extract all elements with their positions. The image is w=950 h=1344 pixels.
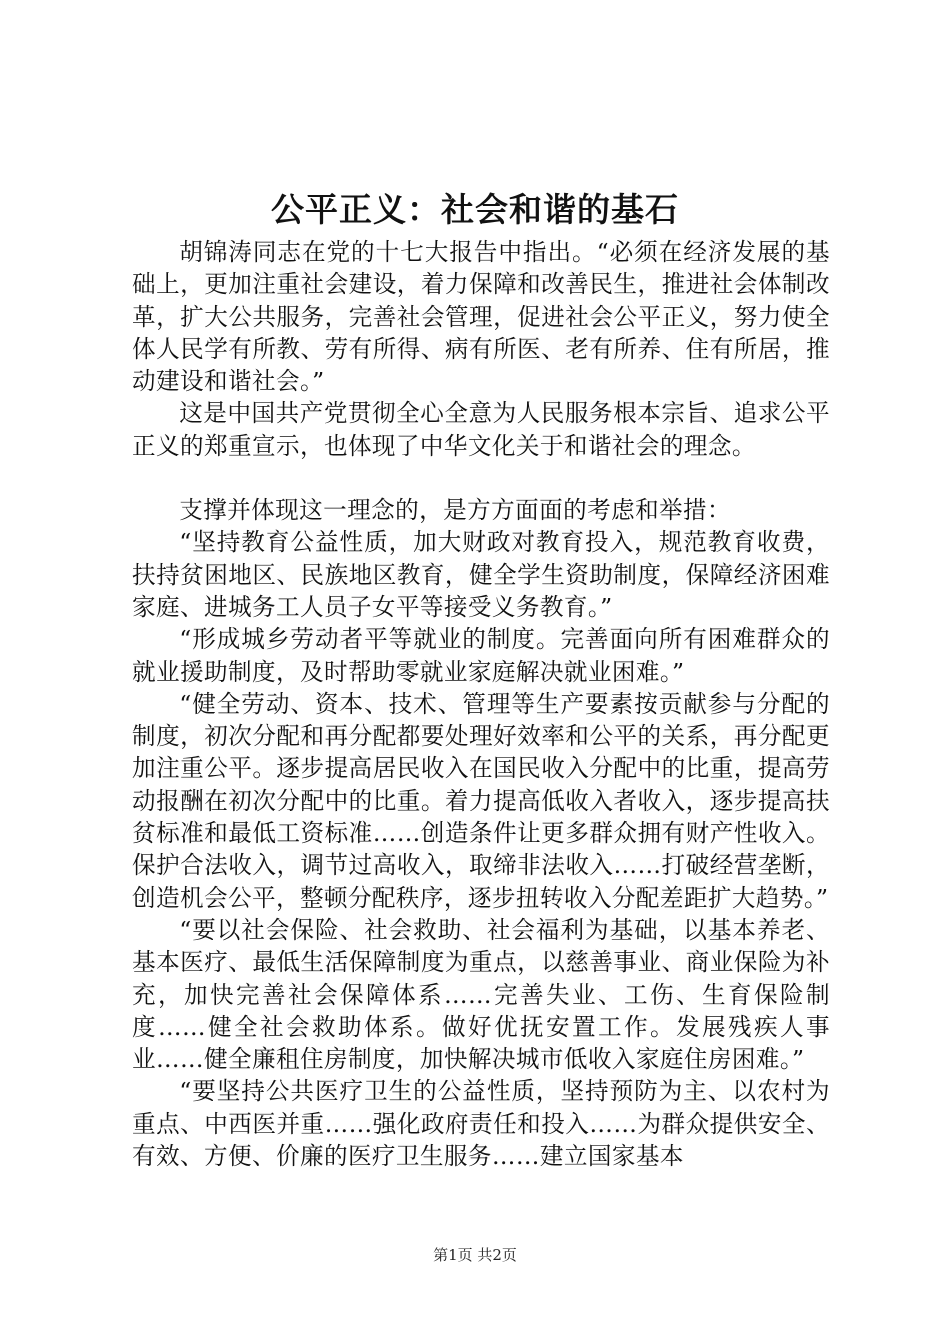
paragraph-report-quote: 胡锦涛同志在党的十七大报告中指出。“必须在经济发展的基础上，更加注重社会建设，着力保障和改善民生，推进社会体制改革，扩大公共服务，完善社会管理，促进社会公平正义，努力使全体人民学有所教、劳有所得、病有所医、老有所养、住有所居，推动建设和谐社会。” <box>132 238 830 396</box>
document-body <box>132 236 830 1172</box>
paragraph-employment: “形成城乡劳动者平等就业的制度。完善面向所有困难群众的就业援助制度，及时帮助零就业家庭解决就业困难。” <box>132 625 830 686</box>
document-title: 公平正义：社会和谐的基石 <box>271 190 679 229</box>
paragraph-measures-intro: 支撑并体现这一理念的，是方方面面的考虑和举措： <box>179 496 732 525</box>
page-footer: 第1页 共2页 <box>433 1246 517 1264</box>
paragraph-education: “坚持教育公益性质，加大财政对教育投入，规范教育收费，扶持贫困地区、民族地区教育，健全学生资助制度，保障经济困难家庭、进城务工人员子女平等接受义务教育。” <box>132 528 830 621</box>
paragraph-distribution: “健全劳动、资本、技术、管理等生产要素按贡献参与分配的制度，初次分配和再分配都要处理好效率和公平的关系，再分配更加注重公平。逐步提高居民收入在国民收入分配中的比重，提高劳动报酬在初次分配中的比重。着力提高低收入者收入，逐步提高扶贫标准和最低工资标准……创造条件让更多群众拥有财产性收入。保护合法收入，调节过高收入，取缔非法收入……打破经营垄断，创造机会公平，整顿分配秩序，逐步扭转收入分配差距扩大趋势。” <box>132 689 830 912</box>
paragraph-healthcare: “要坚持公共医疗卫生的公益性质，坚持预防为主、以农村为重点、中西医并重……强化政府责任和投入……为群众提供安全、有效、方便、价廉的医疗卫生服务……建立国家基本 <box>132 1077 830 1171</box>
paragraph-declaration: 这是中国共产党贯彻全心全意为人民服务根本宗旨、追求公平正义的郑重宣示，也体现了中华文化关于和谐社会的理念。 <box>132 399 830 460</box>
paragraph-social-security: “要以社会保险、社会救助、社会福利为基础，以基本养老、基本医疗、最低生活保障制度为重点，以慈善事业、商业保险为补充，加快完善社会保障体系……完善失业、工伤、生育保险制度……健全社会救助体系。做好优抚安置工作。发展残疾人事业……健全廉租住房制度，加快解决城市低收入家庭住房困难。” <box>132 915 830 1074</box>
